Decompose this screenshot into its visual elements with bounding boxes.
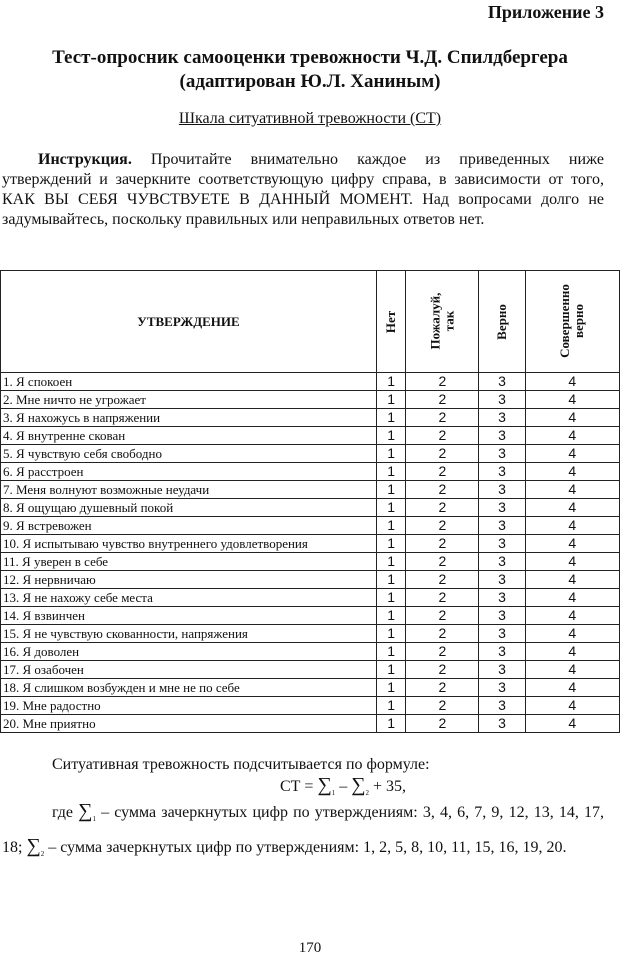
scale-title: Шкала ситуативной тревожности (СТ) — [178, 110, 442, 127]
table-row — [1, 409, 620, 427]
sigma-2-definition: – сумма зачеркнутых цифр по утверждениям: 1, 2, 5, 8, 10, 11, 15, 16, 19, 20. — [44, 839, 567, 857]
sigma-1-def-sub: 1 — [92, 815, 96, 824]
score-cell-3[interactable]: 3 — [479, 679, 525, 697]
score-cell-4[interactable]: 4 — [525, 409, 619, 427]
score-cell-2[interactable]: 2 — [406, 679, 479, 697]
table-row — [1, 535, 620, 553]
score-cell-3[interactable]: 3 — [479, 499, 525, 517]
sigma-2-def: ∑ — [26, 835, 41, 858]
score-cell-4[interactable]: 4 — [525, 463, 619, 481]
formula-lhs: СТ = — [279, 778, 314, 795]
page-number: 170 — [298, 940, 322, 956]
where-label: где — [52, 804, 74, 821]
statement-cell: 15. Я не чувствую скованности, напряжения — [1, 625, 377, 643]
score-cell-2[interactable]: 2 — [406, 715, 479, 733]
score-cell-2[interactable]: 2 — [406, 427, 479, 445]
title-line-2: (адаптирован Ю.Л. Ханиным) — [179, 71, 441, 92]
score-cell-3[interactable]: 3 — [479, 463, 525, 481]
table-row — [1, 391, 620, 409]
formula-rhs: + 35, — [372, 778, 407, 795]
header-no — [377, 271, 406, 373]
score-cell-1[interactable]: 1 — [377, 571, 406, 589]
score-cell-1[interactable]: 1 — [377, 661, 406, 679]
sigma-1: ∑ — [317, 774, 332, 796]
statement-cell: 17. Я озабочен — [1, 661, 377, 679]
table-row — [1, 661, 620, 679]
statement-cell: 4. Я внутренне скован — [1, 427, 377, 445]
sigma-1-sub: 1 — [331, 789, 336, 798]
score-cell-2[interactable]: 2 — [406, 481, 479, 499]
sigma-2-sub: 2 — [365, 789, 369, 798]
sigma-1-def: ∑ — [78, 800, 93, 822]
table-row — [1, 697, 620, 715]
score-cell-4[interactable]: 4 — [525, 373, 619, 391]
table-row — [1, 571, 620, 589]
score-cell-3[interactable]: 3 — [479, 571, 525, 589]
score-cell-2[interactable]: 2 — [406, 661, 479, 679]
score-cell-1[interactable]: 1 — [377, 427, 406, 445]
sigma-1-definition: – сумма зачеркнутых цифр по утверждениям: 3, 4, 6, 7, 9, 12, 13, 14, 17, 18; — [2, 804, 605, 857]
score-cell-4[interactable]: 4 — [525, 697, 619, 715]
score-cell-4[interactable]: 4 — [525, 607, 619, 625]
score-cell-1[interactable]: 1 — [377, 391, 406, 409]
table-row — [1, 589, 620, 607]
statement-cell: 5. Я чувствую себя свободно — [1, 445, 377, 463]
formula-intro: Ситуативная тревожность подсчитывается по формуле: — [52, 756, 430, 773]
score-cell-3[interactable]: 3 — [479, 535, 525, 553]
questionnaire-table — [0, 270, 620, 733]
instruction-text: Прочитайте внимательно каждое из приведенных ниже утверждений и зачеркните соответствующую цифру справа, в зависимости от того, КАК ВЫ СЕБЯ ЧУВСТВУЕТЕ В ДАННЫЙ МОМЕНТ. Над вопросами долго не задумывайтесь, поскольку правильных или неправильных ответов нет. — [2, 151, 604, 228]
statement-cell: 6. Я расстроен — [1, 463, 377, 481]
score-cell-1[interactable]: 1 — [377, 589, 406, 607]
score-cell-2[interactable]: 2 — [406, 517, 479, 535]
statement-cell: 18. Я слишком возбужден и мне не по себе — [1, 679, 377, 697]
score-cell-1[interactable]: 1 — [377, 625, 406, 643]
score-cell-2[interactable]: 2 — [406, 535, 479, 553]
score-cell-4[interactable]: 4 — [525, 481, 619, 499]
header-statement: УТВЕРЖДЕНИЕ — [1, 271, 377, 373]
score-cell-2[interactable]: 2 — [406, 589, 479, 607]
title-line-1: Тест-опросник самооценки тревожности Ч.Д. Спилдбергера — [52, 47, 568, 68]
formula-minus: – — [339, 778, 348, 795]
header-abs-l2: верно — [571, 304, 587, 339]
score-cell-1[interactable]: 1 — [377, 697, 406, 715]
score-cell-3[interactable]: 3 — [479, 409, 525, 427]
statement-cell: 16. Я доволен — [1, 643, 377, 661]
score-cell-3[interactable]: 3 — [479, 391, 525, 409]
score-cell-1[interactable]: 1 — [377, 445, 406, 463]
header-true-label: Верно — [493, 303, 509, 340]
statement-cell: 13. Я не нахожу себе места — [1, 589, 377, 607]
instruction-paragraph — [2, 150, 604, 230]
header-absolutely-true — [525, 271, 619, 373]
table-row — [1, 427, 620, 445]
score-cell-2[interactable]: 2 — [406, 571, 479, 589]
score-cell-3[interactable]: 3 — [479, 517, 525, 535]
score-cell-4[interactable]: 4 — [525, 571, 619, 589]
appendix-label: Приложение 3 — [487, 2, 604, 22]
statement-cell: 2. Мне ничто не угрожает — [1, 391, 377, 409]
statement-cell: 11. Я уверен в себе — [1, 553, 377, 571]
instruction-label: Инструкция. — [38, 151, 132, 168]
statement-cell: 3. Я нахожусь в напряжении — [1, 409, 377, 427]
score-cell-1[interactable]: 1 — [377, 553, 406, 571]
header-maybe — [406, 271, 479, 373]
score-cell-1[interactable]: 1 — [377, 679, 406, 697]
score-cell-4[interactable]: 4 — [525, 661, 619, 679]
score-cell-1[interactable]: 1 — [377, 463, 406, 481]
table-row — [1, 607, 620, 625]
score-cell-3[interactable]: 3 — [479, 445, 525, 463]
score-cell-2[interactable]: 2 — [406, 553, 479, 571]
header-maybe-label — [428, 293, 456, 350]
statement-cell: 1. Я спокоен — [1, 373, 377, 391]
score-cell-3[interactable]: 3 — [479, 481, 525, 499]
table-row — [1, 517, 620, 535]
score-cell-4[interactable]: 4 — [525, 517, 619, 535]
document-title — [0, 46, 620, 94]
score-cell-4[interactable]: 4 — [525, 427, 619, 445]
score-cell-3[interactable]: 3 — [479, 373, 525, 391]
table-row — [1, 625, 620, 643]
score-cell-2[interactable]: 2 — [406, 445, 479, 463]
score-cell-4[interactable]: 4 — [525, 391, 619, 409]
statement-cell: 9. Я встревожен — [1, 517, 377, 535]
score-cell-3[interactable]: 3 — [479, 607, 525, 625]
score-cell-1[interactable]: 1 — [377, 535, 406, 553]
table-row — [1, 445, 620, 463]
score-cell-1[interactable]: 1 — [377, 481, 406, 499]
score-cell-3[interactable]: 3 — [479, 427, 525, 445]
statement-cell: 19. Мне радостно — [1, 697, 377, 715]
score-cell-3[interactable]: 3 — [479, 625, 525, 643]
score-cell-3[interactable]: 3 — [479, 715, 525, 733]
score-cell-2[interactable]: 2 — [406, 409, 479, 427]
score-cell-2[interactable]: 2 — [406, 463, 479, 481]
table-row — [1, 373, 620, 391]
header-true — [479, 271, 525, 373]
header-maybe-l1: Пожалуй, — [427, 292, 443, 350]
table-row — [1, 481, 620, 499]
table-row — [1, 679, 620, 697]
score-cell-1[interactable]: 1 — [377, 517, 406, 535]
score-cell-4[interactable]: 4 — [525, 535, 619, 553]
score-cell-1[interactable]: 1 — [377, 499, 406, 517]
statement-cell: 12. Я нервничаю — [1, 571, 377, 589]
score-cell-1[interactable]: 1 — [377, 607, 406, 625]
header-maybe-l2: так — [441, 310, 457, 332]
table-row — [1, 463, 620, 481]
statement-cell: 7. Меня волнуют возможные неудачи — [1, 481, 377, 499]
sigma-2-def-sub: 2 — [40, 850, 45, 859]
table-row — [1, 499, 620, 517]
score-cell-1[interactable]: 1 — [377, 643, 406, 661]
statement-cell: 10. Я испытываю чувство внутреннего удовлетворения — [1, 535, 377, 553]
header-abs-l1: Совершенно — [557, 284, 573, 358]
statement-cell: 14. Я взвинчен — [1, 607, 377, 625]
score-cell-1[interactable]: 1 — [377, 373, 406, 391]
score-cell-4[interactable]: 4 — [525, 589, 619, 607]
score-cell-4[interactable]: 4 — [525, 625, 619, 643]
score-cell-3[interactable]: 3 — [479, 589, 525, 607]
header-no-label: Нет — [383, 310, 399, 333]
score-cell-4[interactable]: 4 — [525, 445, 619, 463]
score-cell-3[interactable]: 3 — [479, 697, 525, 715]
score-cell-2[interactable]: 2 — [406, 643, 479, 661]
score-cell-2[interactable]: 2 — [406, 625, 479, 643]
score-cell-3[interactable]: 3 — [479, 661, 525, 679]
score-cell-4[interactable]: 4 — [525, 553, 619, 571]
header-abs-label — [558, 284, 586, 358]
score-cell-4[interactable]: 4 — [525, 499, 619, 517]
formula-definitions — [2, 798, 604, 868]
statement-cell: 20. Мне приятно — [1, 715, 377, 733]
score-cell-2[interactable]: 2 — [406, 373, 479, 391]
score-cell-2[interactable]: 2 — [406, 697, 479, 715]
score-cell-1[interactable]: 1 — [377, 715, 406, 733]
table-row — [1, 553, 620, 571]
score-cell-4[interactable]: 4 — [525, 715, 619, 733]
score-cell-4[interactable]: 4 — [525, 679, 619, 697]
score-cell-1[interactable]: 1 — [377, 409, 406, 427]
score-cell-3[interactable]: 3 — [479, 643, 525, 661]
statement-cell: 8. Я ощущаю душевный покой — [1, 499, 377, 517]
score-cell-4[interactable]: 4 — [525, 643, 619, 661]
score-cell-2[interactable]: 2 — [406, 499, 479, 517]
sigma-2: ∑ — [351, 774, 366, 796]
table-row — [1, 715, 620, 733]
score-cell-2[interactable]: 2 — [406, 391, 479, 409]
table-row — [1, 643, 620, 661]
score-cell-2[interactable]: 2 — [406, 607, 479, 625]
score-cell-3[interactable]: 3 — [479, 553, 525, 571]
